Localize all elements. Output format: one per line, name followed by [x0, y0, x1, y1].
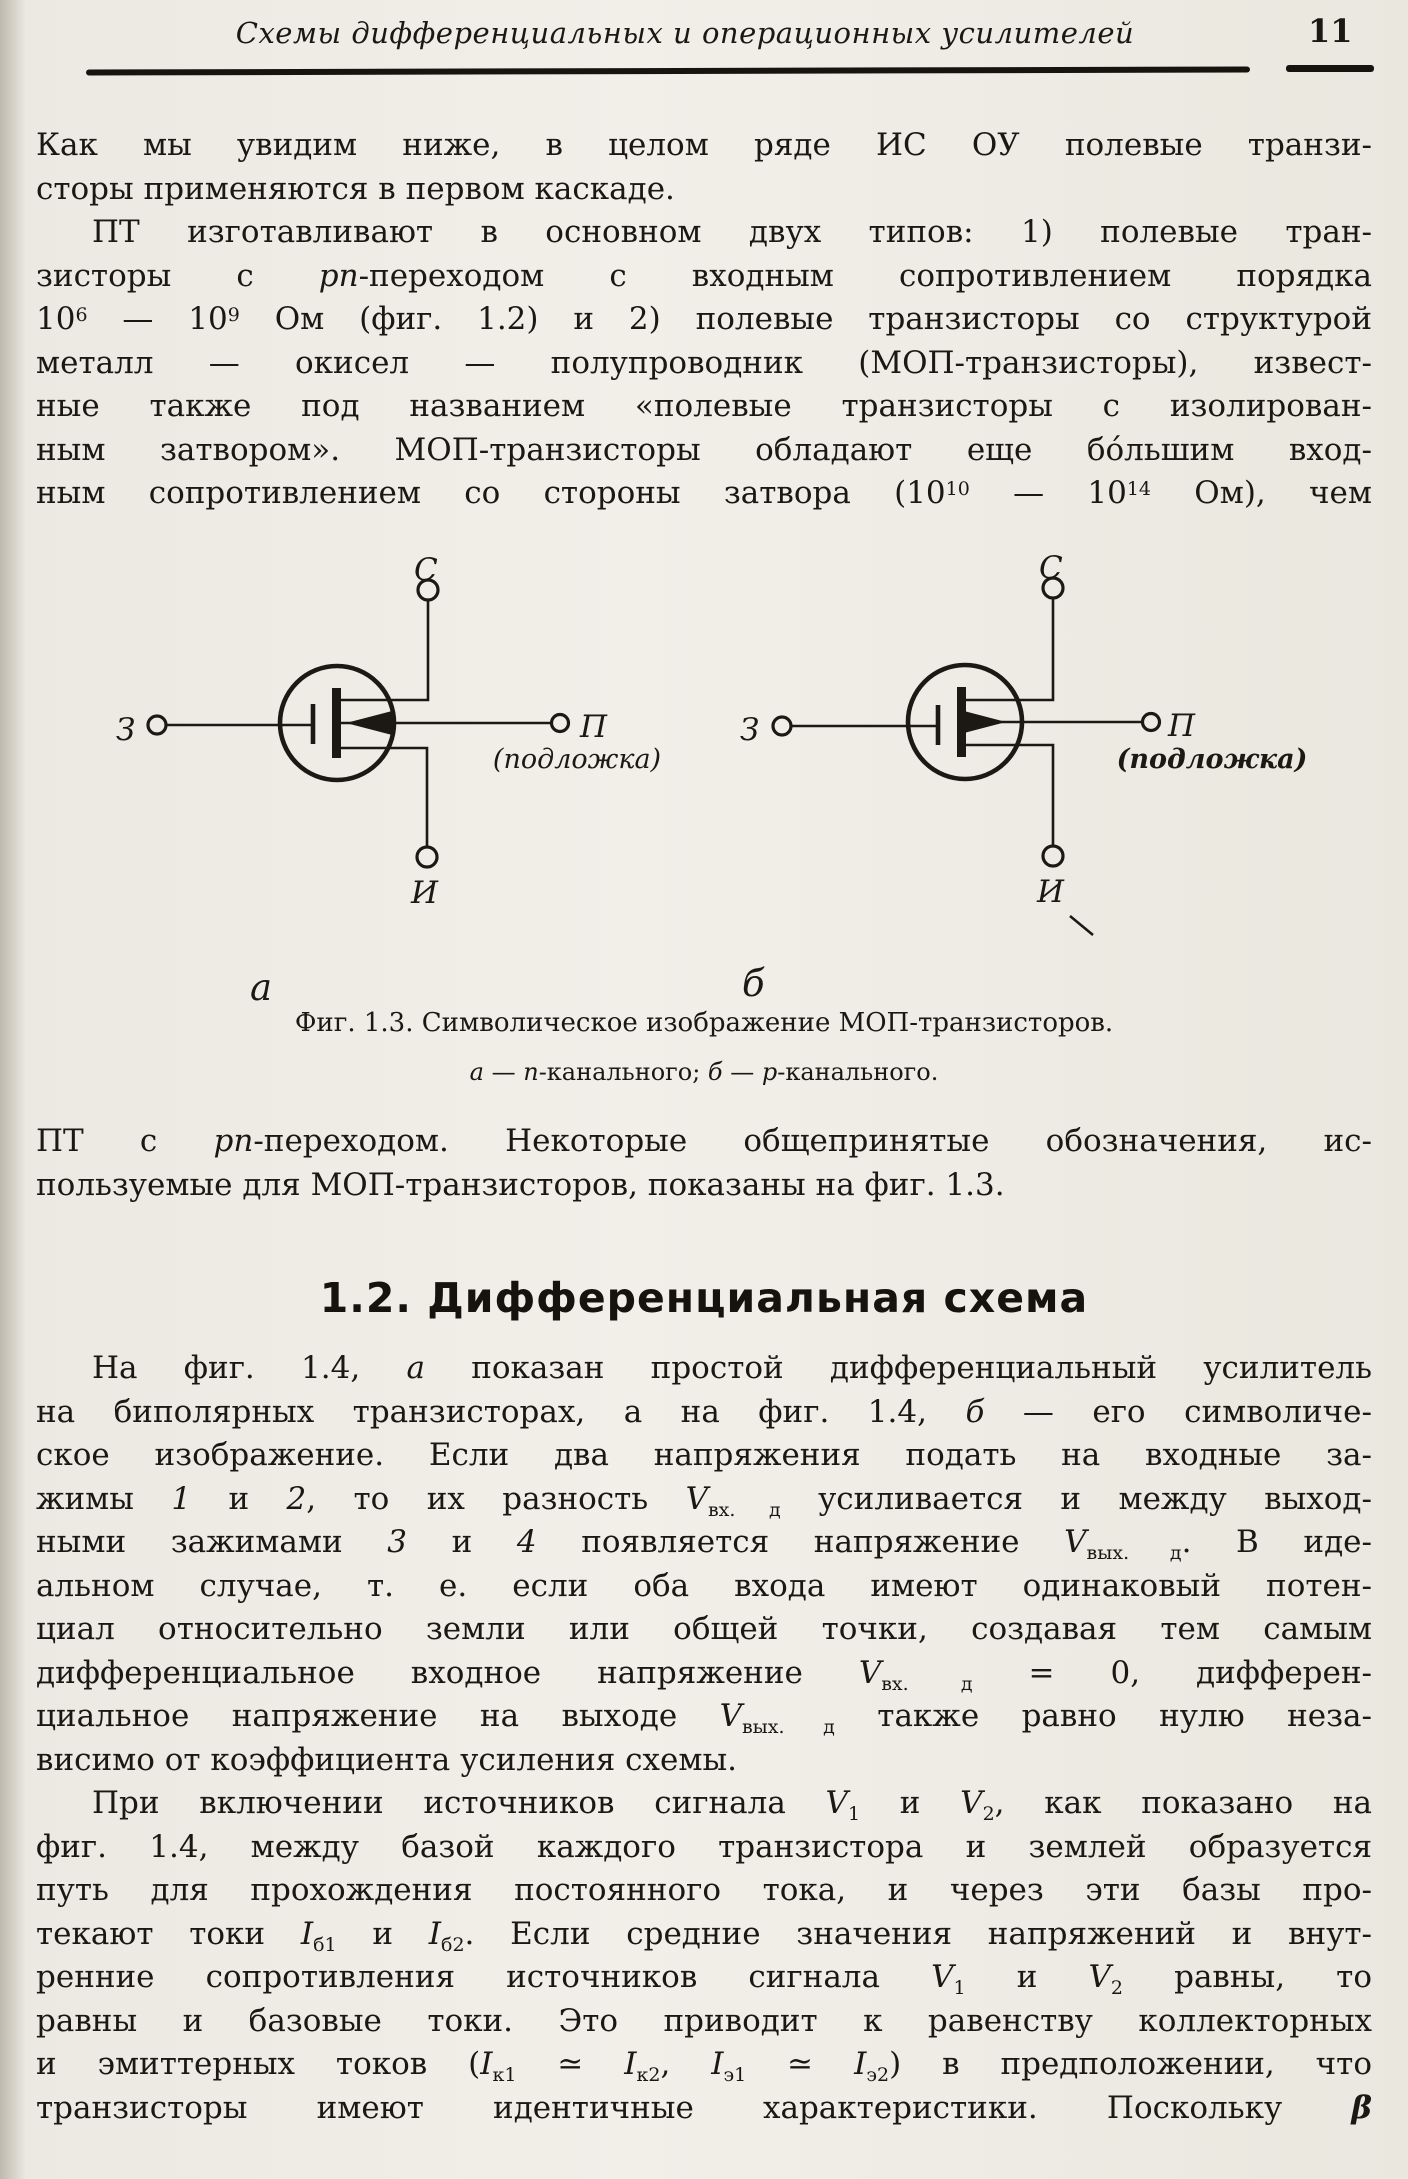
text-line: альном случае, т. е. если оба входа имеют одинаковый потен-: [36, 1567, 1372, 1604]
substrate-note: (подложка): [1116, 744, 1308, 775]
source-lead: [341, 748, 427, 847]
scan-stray-mark: [1070, 916, 1093, 935]
running-head: Схемы дифференциальных и операционных усилителей: [235, 16, 1135, 50]
figure-1-3-mos-transistor-symbols: [0, 530, 1408, 1008]
text-line: ными зажимами 3 и 4 появляется напряжение $V_{вых. д}$. В иде-: [36, 1524, 1372, 1564]
text-line: ные также под названием «полевые транзисторы с изолирован-: [36, 388, 1372, 424]
text-line: $10^6$ — $10^9$ Ом (фиг. 1.2) и 2) полевые транзисторы со структурой: [36, 301, 1373, 337]
text-line: ПТ с pn-переходом. Некоторые общепринятые обозначения, ис-: [36, 1123, 1372, 1159]
text-line: равны и базовые токи. Это приводит к равенству коллекторных: [36, 2002, 1372, 2039]
text-line: транзисторы имеют идентичные характеристики. Поскольку β: [36, 2089, 1372, 2126]
substrate-label: П: [1168, 708, 1196, 744]
text-line: а — n-канального; б — p-канального.: [469, 1058, 939, 1086]
substrate-terminal: [1143, 714, 1160, 731]
text-line: ным затвором». МОП-транзисторы обладают еще бо́льшим вход-: [36, 431, 1372, 468]
gate-label: З: [740, 712, 760, 748]
text-line: путь для прохождения постоянного тока, и через эти базы про-: [36, 1872, 1372, 1908]
source-terminal: [1043, 846, 1063, 866]
text-line: На фиг. 1.4, а показан простой дифференциальный усилитель: [92, 1350, 1372, 1386]
substrate-arrow-out-icon: [964, 711, 1006, 733]
text-line: жимы 1 и 2, то их разность $V_{вх. д}$ усиливается и между выход-: [36, 1480, 1372, 1521]
figure-caption: Фиг. 1.3. Символическое изображение МОП-транзисторов.: [294, 1008, 1114, 1038]
text-line: Как мы увидим ниже, в целом ряде ИС ОУ полевые транзи-: [36, 127, 1372, 163]
substrate-terminal: [552, 715, 569, 732]
page-number: 11: [1308, 12, 1353, 50]
header-rule-short: [1286, 65, 1374, 72]
channel-bar: [332, 688, 341, 758]
p-channel-mos-symbol: [740, 550, 1307, 1005]
text-line: висимо от коэффициента усиления схемы.: [36, 1741, 737, 1778]
text-line: ское изображение. Если два напряжения подать на входные за-: [36, 1437, 1372, 1473]
text-line: металл — окисел — полупроводник (МОП-транзисторы), извест-: [36, 344, 1372, 381]
paragraph-fet-types: [36, 211, 1372, 516]
text-line: зисторы с pn-переходом с входным сопротивлением порядка: [36, 257, 1372, 294]
figure-sub-label-b: б: [742, 962, 765, 1005]
paragraph-intro: [36, 124, 1372, 211]
paragraph-fet-continued: [36, 1120, 1372, 1207]
substrate-arrow-in-icon: [346, 711, 392, 735]
n-channel-mos-symbol: [116, 552, 661, 1008]
source-label: И: [411, 875, 439, 911]
text-line: циал относительно земли или общей точки, создавая тем самым: [36, 1611, 1372, 1647]
text-line: ПТ изготавливают в основном двух типов: 1) полевые тран-: [92, 214, 1372, 250]
paragraph-signal-sources: [36, 1782, 1372, 2130]
text-line: и эмиттерных токов ($I_{к1}$ ≃ $I_{к2}$, $I_{э1}$ ≃ $I_{э2}$) в предположении, что: [36, 2046, 1372, 2086]
figure-sub-label-a: а: [250, 966, 273, 1008]
header-rule: [86, 66, 1250, 75]
text-line: При включении источников сигнала $V_1$ и $V_2$, как показано на: [92, 1785, 1372, 1825]
section-heading: 1.2. Дифференциальная схема: [319, 1274, 1089, 1322]
figure-caption-sub: [36, 1051, 1372, 1095]
text-line: сторы применяются в первом каскаде.: [36, 170, 675, 207]
text-line: фиг. 1.4, между базой каждого транзистора и землей образуется: [36, 1828, 1372, 1865]
substrate-note: (подложка): [492, 744, 662, 775]
paragraph-diff-amp: [36, 1347, 1372, 1782]
drain-label: С: [1039, 550, 1063, 586]
text-line: дифференциальное входное напряжение $V_{вх. д} = 0$, дифферен-: [36, 1654, 1372, 1695]
gate-label: З: [116, 712, 136, 748]
text-line: ренние сопротивления источников сигнала $V_1$ и $V_2$ равны, то: [36, 1959, 1373, 1999]
source-label: И: [1037, 874, 1065, 910]
drain-lead: [341, 601, 428, 700]
text-line: ным сопротивлением со стороны затвора ($10^{10}$ — $10^{14}$ Ом), чем: [36, 475, 1373, 511]
gate-terminal: [773, 717, 791, 735]
substrate-label: П: [580, 709, 608, 745]
source-terminal: [417, 847, 437, 867]
gate-terminal: [148, 716, 166, 734]
text-line: пользуемые для МОП-транзисторов, показаны на фиг. 1.3.: [36, 1166, 1005, 1203]
text-line: текают токи $I_{б1}$ и $I_{б2}$. Если средние значения напряжений и внут-: [36, 1915, 1372, 1956]
text-line: на биполярных транзисторах, а на фиг. 1.4, б — его символиче-: [36, 1393, 1372, 1430]
drain-label: С: [414, 552, 438, 588]
text-line: циальное напряжение на выходе $V_{вых. д}$ также равно нулю неза-: [36, 1698, 1372, 1738]
